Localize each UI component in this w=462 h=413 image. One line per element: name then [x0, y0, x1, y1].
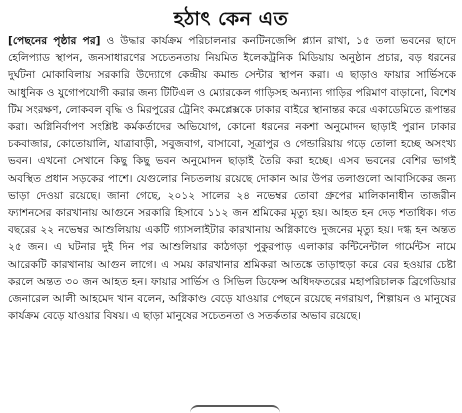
newspaper-clipping — [0, 5, 462, 413]
article-body — [6, 33, 456, 385]
article-headline: হঠাৎ কেন এত — [173, 8, 289, 30]
next-headline-fragment — [190, 405, 280, 413]
article-body-text: ও উদ্ধার কার্যক্রম পরিচালনার কনটিনজেন্সি প্ল্যান রাখা, ১৫ তলা ভবনের ছাদে হেলিপ্যাড স্থাপন, জনসাধারণের সচেতনতায় নিয়মিত ইলেকট্রনিক মিডিয়ায় অনুষ্ঠান প্রচার, বড় ধরনের দুর্ঘটনা মোকাবিলায় সরকারি উদ্যোগে কেন্দ্রীয় কমান্ড সেন্টার স্থাপন করা। এ ছাড়াও ফায়ার সার্ভিসকে আধুনিক ও যুগোপযোগী করার জন্য টিটিএল ও ম্যোরকেল গাড়িসহ অন্যান্য গাড়ির পরিমাণ বাড়ানো, বিশেষ টিম সংরক্ষণ, লোকবল বৃদ্ধি ও মিরপুরের ট্রেনিং কমপ্লেক্সকে ঢাকার বাইরে স্থানান্তর করে একাডেমিতে রূপান্তর করা। অগ্নিনির্বাপণ সংশ্লিষ্ট কর্মকর্তাদের অভিযোগ, কোনো ধরনের নকশা অনুমোদন ছাড়াই পুরান ঢাকার চকবাজার, কোতোয়ালি, যাত্রাবাড়ী, সবুজবাগ, বাসাবো, সূত্রাপুর ও গেন্ডারিয়ায় গড়ে তোলা হচ্ছে অসংখ্য ভবন। এখনো সেখানে কিছু কিছু ভবন অনুমোদন ছাড়াই তৈরি করা হচ্ছে। এসব ভবনের বেশির ভাগই অবস্থিত প্রধান সড়কের পাশে। যেগুলোর নিচতলায় রয়েছে দোকান আর উপর তলাগুলো আবাসিকের জন্য ভাড়া দেওয়া রয়েছে। জানা গেছে, ২০১২ সালের ২৪ নভেম্বর তোবা গ্রুপের মালিকানাধীন তাজরীন ফ্যাশনসের কারখানায় আগুনে সরকারি হিসাবে ১১২ জন শ্রমিকের মৃত্যু হয়। আহত হন দেড় শতাধিক। গত বছরের ২২ নভেম্বর আশুলিয়ায় একটি গ্যাসলাইটার কারখানায় অগ্নিকাণ্ডে দুজনের মৃত্যু হয়। দগ্ধ হন অন্তত ২৫ জন। এ ঘটনার দুই দিন পর আশুলিয়ার কাঠগড়া পুকুরপাড় এলাকার কন্টিনেন্টাল গার্মেন্টস নামে আরেকটি কারখানায় আগুন লাগে। এ সময় কারখানার শ্রমিকরা আতঙ্কে তাড়াহুড়া করে বের হওয়ার চেষ্টা করলে অন্তত ৩০ জন আহত হন। ফায়ার সার্ভিস ও সিভিল ডিফেন্স অধিদফতরের মহাপরিচালক ব্রিগেডিয়ার জেনারেল আলী আহমেদ খান বলেন, অগ্নিকাণ্ড বেড়ে যাওয়ার পেছনে রয়েছে নগরায়ণ, শিল্পায়ন ও মানুষের কার্যক্রম বেড়ে যাওয়ার বিষয়। এ ছাড়া মানুষের সচেতনতা ও সতর্কতার অভাব রয়েছে। — [8, 35, 456, 323]
continuation-label: [পেছনের পৃষ্ঠার পর] — [8, 35, 101, 47]
